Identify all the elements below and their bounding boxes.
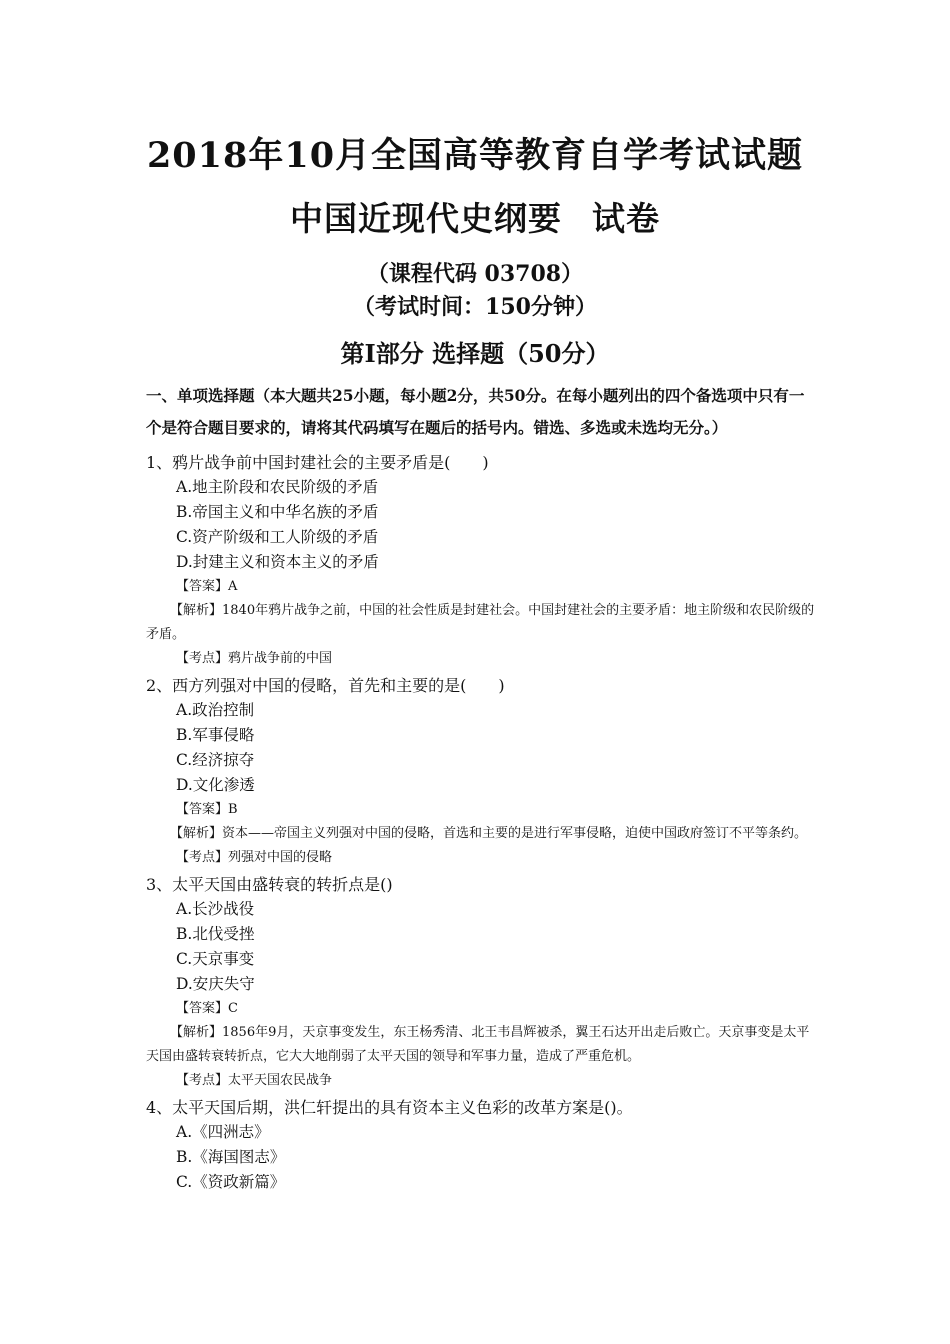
- paper-title-subject: 中国近现代史纲要: [290, 199, 562, 238]
- option-c: C.天京事变: [176, 950, 255, 968]
- option-a: A.政治控制: [176, 701, 255, 719]
- question-stem: 4、太平天国后期，洪仁轩提出的具有资本主义色彩的改革方案是()。: [146, 1098, 633, 1117]
- keypoint: 【考点】鸦片战争前的中国: [176, 651, 333, 666]
- option-c: C.资产阶级和工人阶级的矛盾: [176, 528, 379, 546]
- question-3: [146, 872, 816, 1093]
- option-c: C.经济掠夺: [176, 751, 255, 769]
- option-b: B.《海国图志》: [176, 1148, 286, 1166]
- explanation: 【解析】1856年9月，天京事变发生，东王杨秀清、北王韦昌辉被杀，翼王石达开出走后败亡。天京事变是太平天国由盛转衰转折点，它大大地削弱了太平天国的领导和军事力量，造成了严重危机。: [146, 1025, 810, 1064]
- question-list: [146, 450, 816, 1195]
- course-code: （课程代码 03708）: [366, 261, 584, 287]
- question-stem: 1、鸦片战争前中国封建社会的主要矛盾是( ): [146, 453, 489, 472]
- option-d: D.封建主义和资本主义的矛盾: [176, 553, 379, 571]
- option-d: D.安庆失守: [176, 975, 255, 993]
- exam-title: 2018年10月全国高等教育自学考试试题: [146, 135, 804, 176]
- option-c: C.《资政新篇》: [176, 1173, 286, 1191]
- question-stem: 3、太平天国由盛转衰的转折点是(): [146, 875, 393, 894]
- option-b: B.北伐受挫: [176, 925, 255, 943]
- paper-title-suffix: 试卷: [592, 199, 660, 238]
- question-4: [146, 1095, 816, 1195]
- option-a: A.地主阶段和农民阶级的矛盾: [176, 478, 379, 496]
- answer: 【答案】C: [176, 1001, 238, 1016]
- answer: 【答案】B: [176, 802, 238, 817]
- question-stem: 2、西方列强对中国的侵略，首先和主要的是( ): [146, 676, 505, 695]
- exam-time: （考试时间：150分钟）: [353, 294, 597, 320]
- option-a: A.长沙战役: [176, 900, 255, 918]
- explanation: 【解析】资本——帝国主义列强对中国的侵略，首选和主要的是进行军事侵略，迫使中国政府签订不平等条约。: [170, 826, 808, 841]
- explanation: 【解析】1840年鸦片战争之前，中国的社会性质是封建社会。中国封建社会的主要矛盾：地主阶级和农民阶级的矛盾。: [146, 603, 815, 642]
- question-1: [146, 450, 816, 671]
- section-instructions: 一、单项选择题（本大题共25小题，每小题2分，共50分。在每小题列出的四个备选项中只有一个是符合题目要求的，请将其代码填写在题后的括号内。错选、多选或未选均无分。）: [146, 386, 805, 437]
- option-b: B.帝国主义和中华名族的矛盾: [176, 503, 379, 521]
- keypoint: 【考点】太平天国农民战争: [176, 1073, 333, 1088]
- question-2: [146, 673, 816, 870]
- section-title: 第Ⅰ部分 选择题（50分）: [340, 339, 610, 368]
- answer: 【答案】A: [176, 579, 238, 594]
- option-d: D.文化渗透: [176, 776, 255, 794]
- paper-title: [0, 193, 950, 240]
- option-b: B.军事侵略: [176, 726, 255, 744]
- keypoint: 【考点】列强对中国的侵略: [176, 850, 333, 865]
- option-a: A.《四洲志》: [176, 1123, 270, 1141]
